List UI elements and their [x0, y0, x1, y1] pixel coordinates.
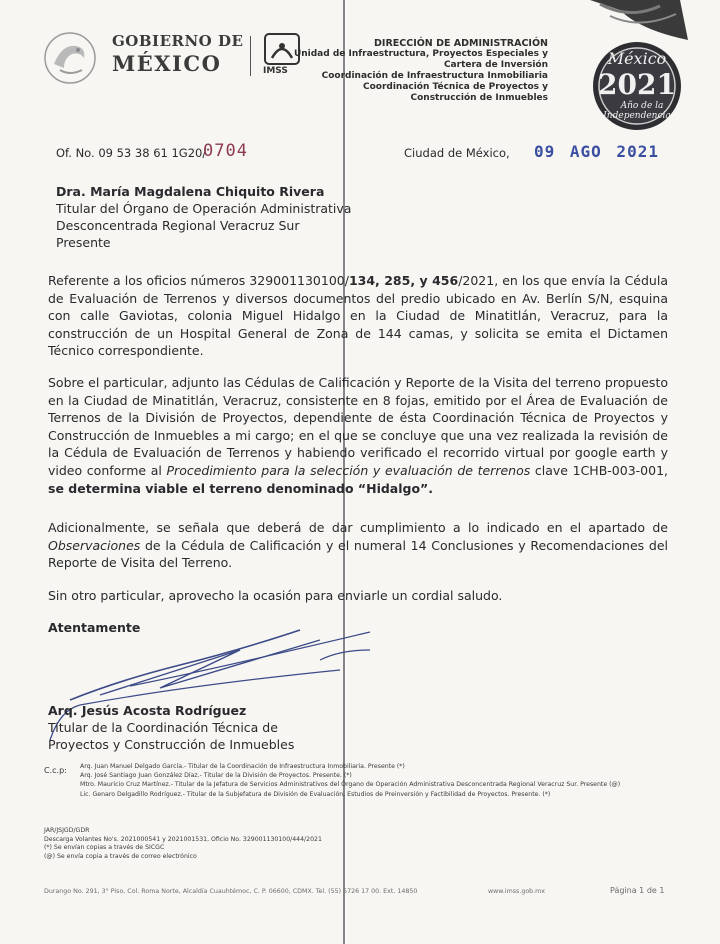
paragraph-3 [48, 519, 668, 572]
addressee-block [56, 183, 351, 251]
direccion-line: Coordinación Técnica de Proyectos y [362, 82, 548, 92]
p2-italic-procedure: Procedimiento para la selección y evaluación de terrenos [166, 462, 531, 478]
p1-text-rest: /2021, en los que envía la Cédula de Evaluación de Terrenos y diversos documentos del predio ubicado en Av. Berlín S/N, esquina con calle Gaviotas, colonia Miguel Hidalgo en la Ciudad de Minatitlán, Veracruz, para la construcción de un Hospital General de Zona de 144 camas, y solicita se emita el Dictamen Técnico correspondiente. [48, 273, 668, 359]
ccp-item: Arq. José Santiago Juan González Díaz.- Titular de la División de Proyectos. Presente. (*) [80, 772, 352, 780]
note-line: (*) Se envían copias a través de SICGC [44, 844, 165, 852]
oficio-prefix: Of. No. 09 53 38 61 1G20/ [56, 146, 207, 160]
footer-address: Durango No. 291, 3° Piso, Col. Roma Norte, Alcaldía Cuauhtémoc, C. P. 06600, CDMX. Tel. (55) 5726 17 00. Ext. 14850 [44, 888, 418, 895]
direccion-title: DIRECCIÓN DE ADMINISTRACIÓN [374, 38, 548, 49]
header-separator [250, 36, 251, 76]
direccion-line: Coordinación de Infraestructura Inmobiliaria [321, 71, 548, 81]
p1-text: Referente a los oficios números 329001130100/ [48, 273, 349, 288]
footer-page: Página 1 de 1 [610, 886, 665, 895]
ccp-list [80, 762, 670, 799]
paragraph-2 [48, 374, 668, 497]
mexico-2021-seal [580, 0, 690, 132]
gobierno-line2: MÉXICO [112, 51, 222, 76]
p3-text: Adicionalmente, se señala que deberá de dar cumplimiento a lo indicado en el apartado de [48, 520, 668, 535]
footer-url: www.imss.gob.mx [488, 888, 546, 895]
p3-italic: Observaciones [48, 537, 141, 553]
direccion-block [294, 38, 548, 104]
initials: JAR/JSJGD/GDR [44, 827, 90, 834]
oficio-number: 0704 [203, 141, 248, 161]
gobierno-eagle-emblem-icon [40, 30, 100, 86]
seal-line1: México [607, 49, 667, 68]
signer-title-line: Titular de la Coordinación Técnica de [48, 720, 278, 735]
seal-line4: Independencia [603, 111, 671, 121]
ccp-item: Lic. Genaro Delgadillo Rodríguez.- Titular de la Subjefatura de División de Evaluación, Estudios de Preinversión y Factibilidad de Proyectos. Presente. (*) [80, 790, 551, 798]
note-line: (@) Se envía copia a través de correo electrónico [44, 852, 197, 860]
direccion-line: Unidad de Infraestructura, Proyectos Especiales y [293, 49, 548, 59]
addressee-line: Desconcentrada Regional Veracruz Sur [56, 218, 300, 233]
addressee-line: Titular del Órgano de Operación Administrativa [56, 201, 352, 216]
direccion-line: Construcción de Inmuebles [410, 93, 548, 103]
ccp-item: Mtro. Mauricio Cruz Martínez.- Titular de la Jefatura de Servicios Administrativos del Órgano de Operación Administrativa Desconcentrada Regional Veracruz Sur. Presente (@) [80, 781, 621, 789]
signer-title-line: Proyectos y Construcción de Inmuebles [48, 737, 295, 752]
p2-text-code: clave 1CHB-003-001, [530, 462, 668, 478]
addressee-line: Presente [56, 235, 111, 250]
p2-text: Sobre el particular, adjunto las Cédulas de Calificación y Reporte de la Visita del terreno propuesto en la Ciudad de Minatitlán, Veracruz, consistente en 8 fojas, emitido por el Área de Evaluación de Terrenos de la División de Proyectos, dependiente de ésta Coordinación Técnica de Proyectos y Construcción de Inmuebles a mi cargo; en el que se concluye que una vez realizada la revisión de la Cédula de Evaluación de Terrenos y habiendo verificado el recorrido virtual por google earth y video conforme al [48, 375, 668, 478]
city-label: Ciudad de México, [404, 146, 510, 160]
date-stamp: 09 AGO 2021 [534, 142, 659, 161]
ccp-label: C.c.p: [44, 766, 67, 775]
signer-block [48, 702, 294, 753]
imss-label: IMSS [263, 66, 288, 76]
gobierno-line1: GOBIERNO DE [112, 32, 244, 50]
paragraph-4: Sin otro particular, aprovecho la ocasión para enviarle un cordial saludo. [48, 588, 503, 603]
ccp-item: Arq. Juan Manuel Delgado García.- Titular de la Coordinación de Infraestructura Inmobiliaria. Presente (*) [80, 763, 405, 770]
addressee-name: Dra. María Magdalena Chiquito Rivera [56, 184, 325, 199]
signer-name: Arq. Jesús Acosta Rodríguez [48, 703, 247, 718]
seal-line3: Año de la [620, 101, 664, 111]
references-block [44, 827, 322, 861]
direccion-line: Cartera de Inversión [443, 60, 548, 70]
paragraph-1 [48, 272, 668, 360]
volantes-line: Descarga Volantes No's. 2021000541 y 2021001531, Oficio No. 329001130100/444/2021 [44, 835, 322, 843]
p2-bold-conclusion: se determina viable el terreno denominado “Hidalgo”. [48, 480, 434, 496]
atentamente: Atentamente [48, 620, 141, 635]
p1-bold-numbers: 134, 285, y 456 [348, 273, 459, 288]
seal-year: 2021 [598, 68, 676, 101]
p3-text-rest: de la Cédula de Calificación y el numeral 14 Conclusiones y Recomendaciones del Reporte de Visita del Terreno. [48, 537, 668, 571]
